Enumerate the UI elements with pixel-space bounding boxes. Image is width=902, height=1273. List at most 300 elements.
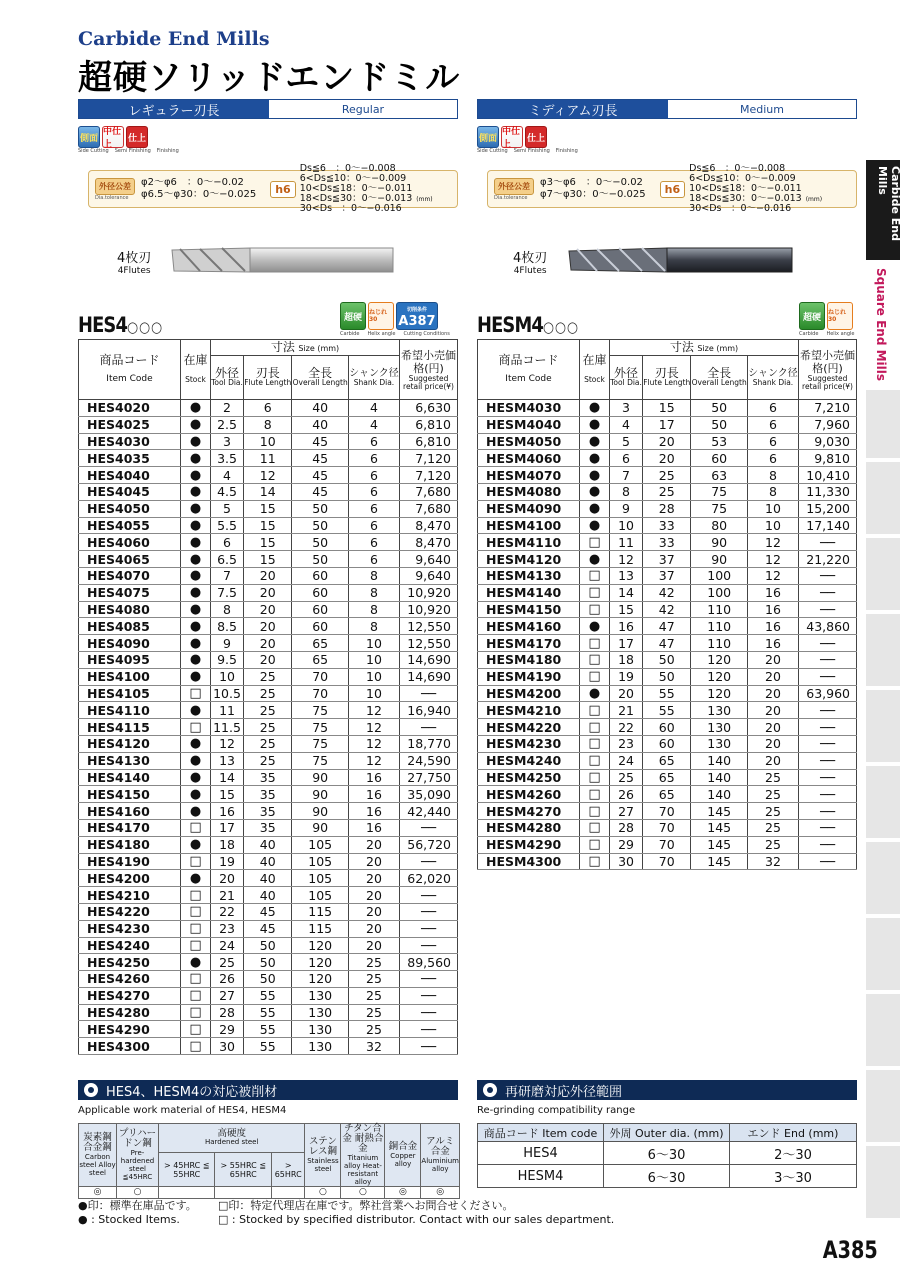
stock-mark: □ bbox=[580, 786, 610, 803]
price: ── bbox=[799, 786, 857, 803]
tolerance-line: φ2～φ6 ：0～−0.02 bbox=[141, 177, 244, 188]
side-tab[interactable] bbox=[866, 766, 900, 838]
stock-mark: □ bbox=[580, 836, 610, 853]
stock-mark: □ bbox=[181, 719, 211, 736]
side-tab[interactable] bbox=[866, 390, 900, 458]
h6-tag: h6 bbox=[660, 181, 686, 198]
item-code[interactable]: HESM4260 bbox=[478, 786, 580, 803]
unit-mm: (mm) bbox=[805, 196, 823, 203]
tool-dia: 6 bbox=[211, 534, 244, 551]
item-code[interactable]: HES4105 bbox=[79, 685, 181, 702]
tool-dia: 27 bbox=[610, 803, 643, 820]
shank-dia: 20 bbox=[348, 903, 399, 920]
regrind-title: 再研磨対応外径範囲 bbox=[505, 1084, 623, 1100]
side-cutting-icon: 側面 bbox=[78, 126, 100, 148]
item-code[interactable]: HES4030 bbox=[79, 433, 181, 450]
icon-caption: Semi Finishing bbox=[513, 148, 550, 154]
helix-angle-badge: ねじれ30 bbox=[368, 302, 394, 330]
h6-line: 6<Ds≦10：0～−0.009 bbox=[689, 173, 796, 184]
shank-dia: 20 bbox=[348, 937, 399, 954]
tool-dia: 19 bbox=[610, 668, 643, 685]
overall-length: 145 bbox=[691, 836, 748, 853]
overall-length: 65 bbox=[292, 635, 349, 652]
tool-dia: 10 bbox=[610, 517, 643, 534]
flute-length: 35 bbox=[244, 803, 292, 820]
item-code[interactable]: HESM4250 bbox=[478, 769, 580, 786]
item-code[interactable]: HESM4270 bbox=[478, 803, 580, 820]
table-row bbox=[79, 500, 458, 517]
table-row bbox=[79, 416, 458, 433]
flute-length: 15 bbox=[244, 551, 292, 568]
stock-mark: □ bbox=[580, 769, 610, 786]
item-code[interactable]: HESM4230 bbox=[478, 735, 580, 752]
price: ── bbox=[799, 651, 857, 668]
regrind-end: 2～30 bbox=[730, 1142, 857, 1165]
finishing-icon: 仕上 bbox=[525, 126, 547, 148]
item-code[interactable]: HESM4170 bbox=[478, 635, 580, 652]
stock-mark: ● bbox=[181, 870, 211, 887]
item-code[interactable]: HES4025 bbox=[79, 416, 181, 433]
item-code[interactable]: HES4050 bbox=[79, 500, 181, 517]
flute-length: 35 bbox=[244, 786, 292, 803]
overall-length: 105 bbox=[292, 887, 349, 904]
table-row bbox=[79, 819, 458, 836]
flute-length: 17 bbox=[643, 416, 691, 433]
legend-distributor-en: □ : Stocked by specified distributor. Contact with our sales department. bbox=[218, 1213, 615, 1226]
tool-dia: 25 bbox=[610, 769, 643, 786]
mat-jp: ステンレス鋼 bbox=[308, 1136, 338, 1157]
overall-length: 145 bbox=[691, 803, 748, 820]
price: ── bbox=[799, 702, 857, 719]
price: ── bbox=[799, 534, 857, 551]
overall-length: 45 bbox=[292, 467, 349, 484]
item-code[interactable]: HES4100 bbox=[79, 668, 181, 685]
table-row bbox=[79, 668, 458, 685]
tool-dia: 9 bbox=[610, 500, 643, 517]
tool-dia: 2.5 bbox=[211, 416, 244, 433]
section-label-jp: ミディアム刃長 bbox=[478, 100, 668, 118]
legend-stocked-jp: ●印：標準在庫品です。 bbox=[78, 1199, 197, 1212]
tool-dia: 23 bbox=[211, 920, 244, 937]
flute-length: 55 bbox=[244, 987, 292, 1004]
th-dia-en: Tool Dia. bbox=[211, 378, 243, 387]
tool-dia: 16 bbox=[610, 618, 643, 635]
item-code[interactable]: HES4240 bbox=[79, 937, 181, 954]
flute-length: 70 bbox=[643, 853, 691, 870]
flute-length: 60 bbox=[643, 735, 691, 752]
shank-dia: 20 bbox=[747, 685, 798, 702]
mat-en: Aluminium alloy bbox=[421, 1157, 459, 1173]
item-code[interactable]: HES4090 bbox=[79, 635, 181, 652]
item-code[interactable]: HES4115 bbox=[79, 719, 181, 736]
overall-length: 120 bbox=[691, 668, 748, 685]
stock-mark: ● bbox=[580, 433, 610, 450]
item-code[interactable]: HESM4280 bbox=[478, 819, 580, 836]
stock-mark: ● bbox=[181, 702, 211, 719]
tool-dia: 15 bbox=[610, 601, 643, 618]
shank-dia: 10 bbox=[747, 500, 798, 517]
side-tab[interactable] bbox=[866, 994, 900, 1066]
overall-length: 60 bbox=[292, 601, 349, 618]
flute-length: 55 bbox=[244, 1038, 292, 1055]
flute-length: 20 bbox=[244, 601, 292, 618]
th-stock-en: Stock bbox=[584, 374, 605, 384]
overall-length: 50 bbox=[292, 534, 349, 551]
stock-mark: □ bbox=[580, 584, 610, 601]
table-row bbox=[79, 987, 458, 1004]
item-code[interactable]: HES4085 bbox=[79, 618, 181, 635]
item-code[interactable]: HES4250 bbox=[79, 954, 181, 971]
tool-dia: 3.5 bbox=[211, 450, 244, 467]
regrind-head: 商品コード Item code bbox=[478, 1124, 604, 1142]
flute-length: 20 bbox=[244, 567, 292, 584]
h6-tag: h6 bbox=[270, 181, 296, 198]
stock-mark: □ bbox=[580, 668, 610, 685]
table-row bbox=[478, 467, 857, 484]
shank-dia: 10 bbox=[348, 668, 399, 685]
item-code[interactable]: HESM4180 bbox=[478, 651, 580, 668]
overall-length: 115 bbox=[292, 903, 349, 920]
table-row bbox=[478, 450, 857, 467]
item-code[interactable]: HESM4240 bbox=[478, 752, 580, 769]
shank-dia: 12 bbox=[348, 719, 399, 736]
item-code[interactable]: HESM4190 bbox=[478, 668, 580, 685]
side-tab-label: Carbide End Mills bbox=[876, 166, 902, 241]
tool-dia: 10 bbox=[211, 668, 244, 685]
stock-mark: ● bbox=[580, 551, 610, 568]
overall-length: 130 bbox=[691, 719, 748, 736]
tool-dia: 10.5 bbox=[211, 685, 244, 702]
flute-length: 25 bbox=[643, 467, 691, 484]
item-code[interactable]: HES4160 bbox=[79, 803, 181, 820]
item-code[interactable]: HES4110 bbox=[79, 702, 181, 719]
stock-mark: ● bbox=[181, 803, 211, 820]
overall-length: 65 bbox=[292, 651, 349, 668]
item-code[interactable]: HESM4140 bbox=[478, 584, 580, 601]
icon-caption: Finishing bbox=[156, 148, 179, 154]
item-code[interactable]: HES4170 bbox=[79, 819, 181, 836]
table-row bbox=[478, 719, 857, 736]
item-code[interactable]: HESM4150 bbox=[478, 601, 580, 618]
table-row bbox=[79, 735, 458, 752]
flute-length: 6 bbox=[244, 400, 292, 417]
flute-length: 42 bbox=[643, 601, 691, 618]
price: 42,440 bbox=[400, 803, 458, 820]
h6-line: Ds≦6 ：0～−0.008 bbox=[689, 163, 786, 174]
shank-dia: 16 bbox=[348, 803, 399, 820]
stock-mark: ● bbox=[181, 416, 211, 433]
table-row bbox=[79, 483, 458, 500]
flute-length: 15 bbox=[244, 500, 292, 517]
item-code[interactable]: HESM4300 bbox=[478, 853, 580, 870]
item-code[interactable]: HESM4100 bbox=[478, 517, 580, 534]
item-code[interactable]: HES4210 bbox=[79, 887, 181, 904]
regrind-outer: 6～30 bbox=[604, 1142, 730, 1165]
table-row bbox=[79, 853, 458, 870]
table-row bbox=[79, 870, 458, 887]
table-row bbox=[79, 769, 458, 786]
item-code[interactable]: HES4045 bbox=[79, 483, 181, 500]
flute-length: 60 bbox=[643, 719, 691, 736]
flute-length: 25 bbox=[244, 735, 292, 752]
flute-length: 20 bbox=[244, 584, 292, 601]
tolerance-line: φ3～φ6 ：0～−0.02 bbox=[540, 177, 643, 188]
overall-length: 45 bbox=[292, 433, 349, 450]
flute-length: 20 bbox=[244, 635, 292, 652]
overall-length: 40 bbox=[292, 416, 349, 433]
side-tab[interactable] bbox=[866, 614, 900, 686]
price: 10,920 bbox=[400, 584, 458, 601]
stock-mark: ● bbox=[181, 433, 211, 450]
shank-dia: 25 bbox=[747, 803, 798, 820]
tool-dia: 30 bbox=[211, 1038, 244, 1055]
tool-dia: 29 bbox=[610, 836, 643, 853]
item-code[interactable]: HES4230 bbox=[79, 920, 181, 937]
item-code[interactable]: HESM4120 bbox=[478, 551, 580, 568]
item-code[interactable]: HES4040 bbox=[79, 467, 181, 484]
shank-dia: 8 bbox=[747, 467, 798, 484]
item-code[interactable]: HES4150 bbox=[79, 786, 181, 803]
th-code-jp: 商品コード bbox=[99, 352, 160, 367]
flute-length: 70 bbox=[643, 819, 691, 836]
tool-dia: 28 bbox=[610, 819, 643, 836]
item-code[interactable]: HES4020 bbox=[79, 400, 181, 417]
price: ── bbox=[799, 752, 857, 769]
stock-mark: □ bbox=[580, 735, 610, 752]
material-mark bbox=[215, 1187, 271, 1199]
price: 63,960 bbox=[799, 685, 857, 702]
flute-length: 15 bbox=[244, 534, 292, 551]
table-row bbox=[79, 702, 458, 719]
shank-dia: 12 bbox=[747, 551, 798, 568]
shank-dia: 20 bbox=[348, 870, 399, 887]
tool-dia: 8.5 bbox=[211, 618, 244, 635]
item-code[interactable]: HESM4130 bbox=[478, 567, 580, 584]
shank-dia: 8 bbox=[348, 567, 399, 584]
table-row bbox=[79, 551, 458, 568]
item-code[interactable]: HES4055 bbox=[79, 517, 181, 534]
table-row bbox=[478, 853, 857, 870]
side-tab[interactable] bbox=[866, 1070, 900, 1142]
h6-line: 10<Ds≦18：0～−0.011 bbox=[689, 183, 802, 194]
material-mark: ○ bbox=[341, 1187, 385, 1199]
flute-length: 20 bbox=[244, 618, 292, 635]
item-code[interactable]: HESM4050 bbox=[478, 433, 580, 450]
overall-length: 50 bbox=[292, 500, 349, 517]
item-code[interactable]: HESM4040 bbox=[478, 416, 580, 433]
tool-dia: 28 bbox=[211, 1004, 244, 1021]
item-code[interactable]: HESM4160 bbox=[478, 618, 580, 635]
overall-length: 140 bbox=[691, 752, 748, 769]
stock-mark: □ bbox=[580, 635, 610, 652]
stock-mark: □ bbox=[580, 651, 610, 668]
stock-mark: ● bbox=[580, 400, 610, 417]
overall-length: 130 bbox=[292, 987, 349, 1004]
item-code[interactable]: HES4035 bbox=[79, 450, 181, 467]
side-tab-square[interactable] bbox=[866, 262, 900, 382]
price: ── bbox=[799, 836, 857, 853]
price: 7,960 bbox=[799, 416, 857, 433]
table-row bbox=[478, 400, 857, 417]
price: ── bbox=[799, 769, 857, 786]
cond-page: A387 bbox=[398, 314, 436, 329]
stock-mark: ● bbox=[181, 735, 211, 752]
h6-line: 6<Ds≦10：0～−0.009 bbox=[299, 173, 407, 184]
item-code[interactable]: HESM4080 bbox=[478, 483, 580, 500]
tolerance-box bbox=[487, 163, 857, 214]
price: 43,860 bbox=[799, 618, 857, 635]
item-code[interactable]: HES4065 bbox=[79, 551, 181, 568]
th-price-jp: 希望小売価格(円) bbox=[800, 348, 855, 375]
flute-length: 35 bbox=[244, 769, 292, 786]
overall-length: 75 bbox=[292, 735, 349, 752]
item-code[interactable]: HES4270 bbox=[79, 987, 181, 1004]
side-tab[interactable] bbox=[866, 462, 900, 534]
item-code[interactable]: HESM4090 bbox=[478, 500, 580, 517]
tool-dia: 25 bbox=[211, 954, 244, 971]
table-row bbox=[478, 819, 857, 836]
th-shank-jp: シャンク径 bbox=[748, 368, 798, 379]
h6-line: 10<Ds≦18：0～−0.011 bbox=[299, 183, 413, 194]
mat-jp: 高硬度 bbox=[217, 1128, 246, 1140]
item-code[interactable]: HES4070 bbox=[79, 567, 181, 584]
item-code[interactable]: HES4260 bbox=[79, 971, 181, 988]
side-tab[interactable] bbox=[866, 1146, 900, 1218]
flute-length: 15 bbox=[244, 517, 292, 534]
tool-dia: 5 bbox=[610, 433, 643, 450]
th-overall-jp: 全長 bbox=[308, 366, 333, 380]
stock-mark: ● bbox=[580, 500, 610, 517]
bullet-icon bbox=[84, 1083, 98, 1097]
tool-dia: 12 bbox=[610, 551, 643, 568]
item-code[interactable]: HESM4210 bbox=[478, 702, 580, 719]
title-en: Carbide End Mills bbox=[78, 28, 270, 50]
side-tab[interactable] bbox=[866, 690, 900, 762]
finishing-icon: 仕上 bbox=[126, 126, 148, 148]
item-code[interactable]: HES4290 bbox=[79, 1021, 181, 1038]
table-row bbox=[478, 836, 857, 853]
overall-length: 140 bbox=[691, 769, 748, 786]
item-code[interactable]: HES4095 bbox=[79, 651, 181, 668]
table-row bbox=[79, 635, 458, 652]
flute-length: 65 bbox=[643, 786, 691, 803]
mat-en: Titanium alloy Heat-resistant alloy bbox=[343, 1154, 382, 1186]
item-code[interactable]: HESM4060 bbox=[478, 450, 580, 467]
carbide-badge: 超硬 bbox=[799, 302, 825, 330]
item-code[interactable]: HESM4200 bbox=[478, 685, 580, 702]
item-code[interactable]: HES4200 bbox=[79, 870, 181, 887]
stock-mark: □ bbox=[181, 1004, 211, 1021]
flute-length: 47 bbox=[643, 635, 691, 652]
item-code[interactable]: HESM4070 bbox=[478, 467, 580, 484]
item-code[interactable]: HES4280 bbox=[79, 1004, 181, 1021]
table-row bbox=[79, 1021, 458, 1038]
item-code[interactable]: HES4060 bbox=[79, 534, 181, 551]
price: 7,680 bbox=[400, 500, 458, 517]
item-code[interactable]: HESM4110 bbox=[478, 534, 580, 551]
flute-length: 40 bbox=[244, 870, 292, 887]
page-number: A385 bbox=[823, 1236, 878, 1264]
tool-dia: 9 bbox=[211, 635, 244, 652]
side-tab[interactable] bbox=[866, 918, 900, 990]
side-tab-carbide[interactable] bbox=[866, 160, 900, 260]
price: 14,690 bbox=[400, 651, 458, 668]
side-tab[interactable] bbox=[866, 538, 900, 610]
end-mill-image bbox=[170, 244, 395, 276]
item-code[interactable]: HES4075 bbox=[79, 584, 181, 601]
stock-mark: ● bbox=[181, 618, 211, 635]
shank-dia: 4 bbox=[348, 400, 399, 417]
price: ── bbox=[400, 853, 458, 870]
item-code[interactable]: HESM4030 bbox=[478, 400, 580, 417]
mat-jp: アルミ合金 bbox=[426, 1136, 455, 1157]
flute-jp: 4枚刃 bbox=[117, 251, 152, 266]
tool-dia: 5.5 bbox=[211, 517, 244, 534]
item-code[interactable]: HES4180 bbox=[79, 836, 181, 853]
item-code[interactable]: HESM4290 bbox=[478, 836, 580, 853]
tool-dia: 11 bbox=[610, 534, 643, 551]
price: 7,210 bbox=[799, 400, 857, 417]
item-code[interactable]: HES4120 bbox=[79, 735, 181, 752]
regrind-table bbox=[477, 1123, 857, 1188]
price: ── bbox=[799, 567, 857, 584]
shank-dia: 25 bbox=[747, 786, 798, 803]
shank-dia: 8 bbox=[348, 601, 399, 618]
table-row bbox=[478, 517, 857, 534]
flute-length: 12 bbox=[244, 467, 292, 484]
stock-mark: □ bbox=[181, 903, 211, 920]
item-code[interactable]: HES4140 bbox=[79, 769, 181, 786]
th-flute-en: Flute Length bbox=[244, 378, 292, 387]
badge-caption: Cutting Conditions bbox=[403, 331, 450, 337]
item-code[interactable]: HES4220 bbox=[79, 903, 181, 920]
th-code-en: Item Code bbox=[505, 373, 552, 384]
shank-dia: 16 bbox=[747, 618, 798, 635]
price: 35,090 bbox=[400, 786, 458, 803]
stock-mark: ● bbox=[181, 836, 211, 853]
shank-dia: 20 bbox=[747, 668, 798, 685]
table-row bbox=[79, 517, 458, 534]
cutting-conditions-badge[interactable] bbox=[396, 302, 438, 330]
materials-title: HES4、HESM4の対応被削材 bbox=[106, 1084, 278, 1100]
item-code[interactable]: HES4080 bbox=[79, 601, 181, 618]
side-tab[interactable] bbox=[866, 842, 900, 914]
item-code[interactable]: HES4190 bbox=[79, 853, 181, 870]
table-row bbox=[478, 534, 857, 551]
th-dia-en: Tool Dia. bbox=[610, 378, 642, 387]
model-suffix: ○○○ bbox=[127, 318, 163, 336]
item-code[interactable]: HES4300 bbox=[79, 1038, 181, 1055]
overall-length: 60 bbox=[292, 584, 349, 601]
icon-caption: Semi Finishing bbox=[114, 148, 151, 154]
shank-dia: 10 bbox=[747, 517, 798, 534]
stock-mark: □ bbox=[181, 1038, 211, 1055]
regrind-code: HES4 bbox=[478, 1142, 604, 1165]
badge-caption: Helix angle bbox=[826, 331, 855, 337]
price: 6,630 bbox=[400, 400, 458, 417]
item-code[interactable]: HES4130 bbox=[79, 752, 181, 769]
price: 89,560 bbox=[400, 954, 458, 971]
tool-dia: 9.5 bbox=[211, 651, 244, 668]
shank-dia: 6 bbox=[747, 433, 798, 450]
shank-dia: 16 bbox=[348, 819, 399, 836]
table-row bbox=[79, 903, 458, 920]
th-dims-jp: 寸法 bbox=[669, 339, 694, 354]
flute-length: 20 bbox=[244, 651, 292, 668]
item-code[interactable]: HESM4220 bbox=[478, 719, 580, 736]
price: ── bbox=[400, 819, 458, 836]
stock-mark: ● bbox=[580, 618, 610, 635]
